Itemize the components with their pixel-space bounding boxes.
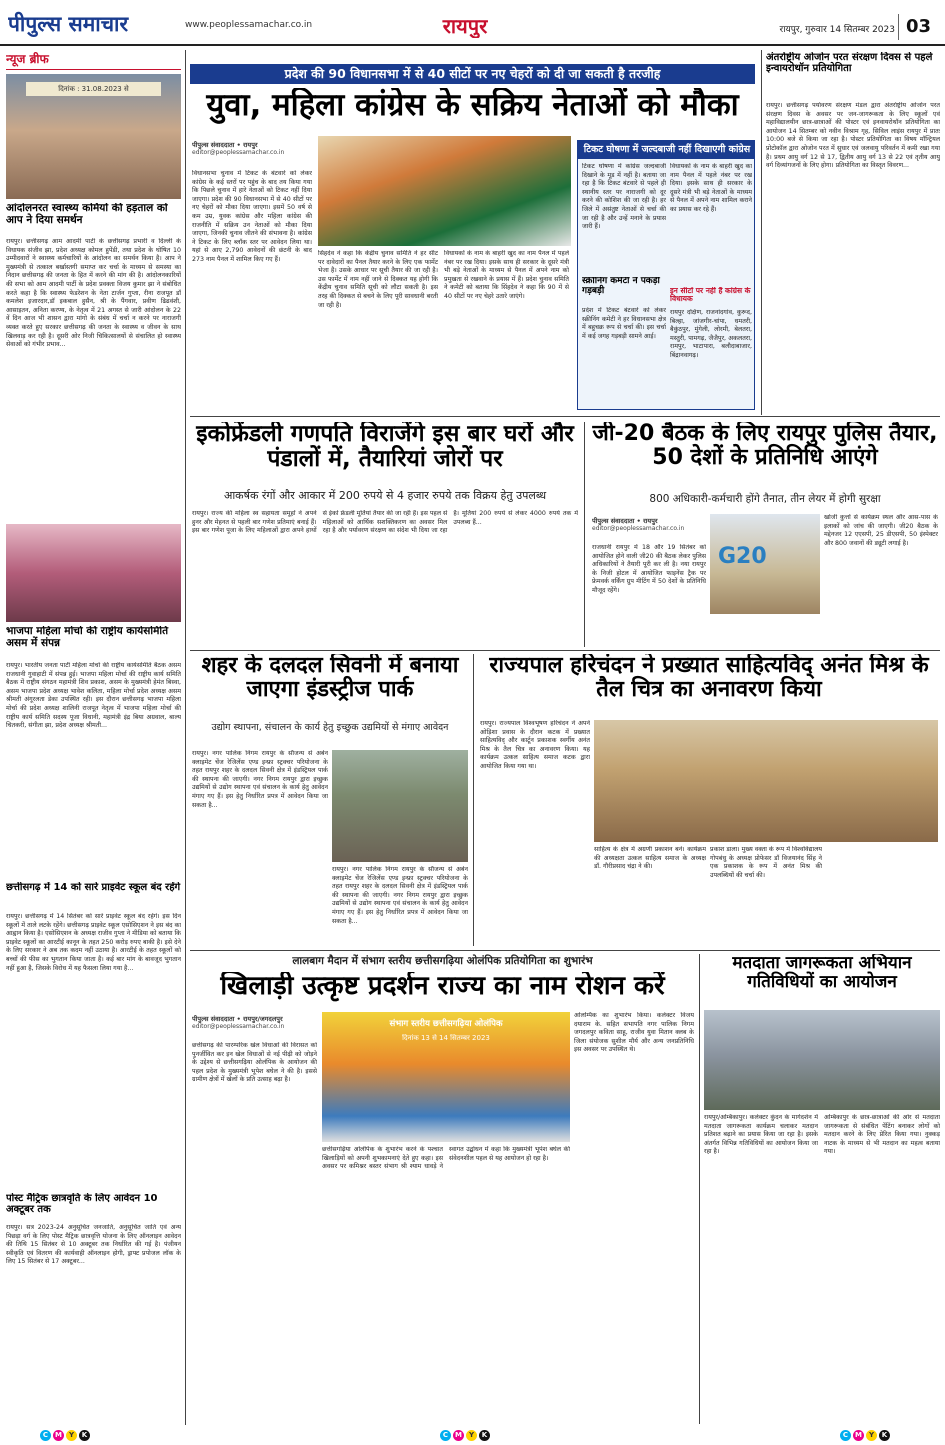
right-top-column (766, 52, 940, 412)
governor-headline: राज्यपाल हरिचंदन ने प्रख्यात साहित्यविद् अनंत मिश्र के तैल चित्र का अनावरण किया (489, 654, 929, 703)
olympic-banner-date: दिनांक 13 से 14 सितम्बर 2023 (402, 1034, 490, 1042)
a1-title: आंदोलनरत स्वास्थ्य कर्मियों की हड़ताल को आप ने दिया समर्थन (6, 203, 168, 226)
voting-body-1: रायपुर/अम्बिकापुर। कलेक्टर कुंदन के मार्गदर्शन में मतदाता जागरूकता कार्यक्रम चलाकर मतदान प्रतिशत बढ़ाने का प्रयास किया जा रहा है। इसके अंतर्गत विभिन्न गतिविधियों का आयोजन किया जा रहा है। (704, 1114, 818, 1156)
voting-photo (704, 1010, 940, 1110)
cmyk-m: M (53, 1430, 64, 1441)
cmyk-k-right: K (879, 1430, 890, 1441)
masthead (0, 0, 945, 46)
g20-body-1: राजधानी रायपुर में 18 और 19 सितंबर को आयोजित होने वाली जी20 की बैठक लेकर पुलिस अधिकारियों ने तैयारी पूरी कर ली है। नया रायपुर के निजी होटल में आयोजित फाइनेंस ट्रैक पर फ्रेमवर्क वर्किंग ग्रुप मीटिंग में 50 देशों के प्रतिनिधि मौजूद रहेंगे। (592, 544, 706, 594)
box-title: टिकट घोषणा में जल्दबाजी नहीं दिखाएगी कांग्रेस (578, 141, 755, 159)
top-headline: युवा, महिला कांग्रेस के सक्रिय नेताओं को मौका (206, 88, 739, 123)
g20-headline: जी-20 बैठक के लिए रायपुर पुलिस तैयार, 50 देशों के प्रतिनिधि आएंगे (592, 422, 938, 471)
congress-rally-photo (318, 136, 571, 246)
city-label: रायपुर (442, 14, 488, 38)
olympic-banner: संभाग स्तरीय छत्तीसगढ़िया ओलंपिक (389, 1019, 503, 1029)
cmyk-k: K (79, 1430, 90, 1441)
top-body-1: विधानसभा चुनाव में टिकट के बंटवारे को लेकर कांग्रेस के कई स्तरों पर पहुंच के बाद तय किया गया कि पिछले चुनाव में हारे नेताओं को टिकट नहीं दिया जाएगा। प्रदेश की 90 विधानसभा में से 40 सीटों पर नए चेहरों को मौका दिया जाएगा। इसमें 50 वर्ष से कम उम्र, युवक कांग्रेस और महिला कांग्रेस की राजनीति में सक्रिय उन नेताओं को मौका दिया जाएगा, जिनकी चुनाव जीतने की संभावना है। कांग्रेस ने टिकट के लिए ब्लॉक स्तर पर आवेदन लिया था। यहां से आए 2,790 आवेदनों की छंटनी के बाद 273 नाम पैनल में शामिल किए गए हैं। (192, 170, 312, 263)
olympic-body-1: छत्तीसगढ़ की पारम्परिक खेल विधाओं की विरासत को पुनर्जीवित कर इन खेल विधाओं से नई पीढ़ी को जोड़ने के उद्देश्य से छत्तीसगढ़िया ओलंपिक के आयोजन की पहल प्रदेश के मुख्यमंत्री भूपेश बघेल ने की है। इससे ग्रामीण क्षेत्रों में खेलों के प्रति उत्साह बढ़ा है। (192, 1042, 317, 1084)
cmyk-k-center: K (479, 1430, 490, 1441)
cmyk-m-center: M (453, 1430, 464, 1441)
cmyk-y-center: Y (466, 1430, 477, 1441)
olympic-kicker: लालबाग मैदान में संभाग स्तरीय छत्तीसगढ़िया ओलंपिक प्रतियोगिता का शुभारंभ (292, 955, 593, 967)
separator-2 (190, 650, 940, 651)
olympic-body-2: छत्तीसगढ़िया ओलंपिक के शुभारंभ करने के पश्चात खिलाड़ियों को अपनी शुभकामनाएं देते हुए कहा। इस अवसर पर कमिश्नर बस्तर संभाग श्री श्याम धावड़े ने स्वागत उद्बोधन में कहा कि मुख्यमंत्री भूपेश बघेल की संवेदनशील पहल से यह आयोजन हो रहा है। (322, 1146, 570, 1171)
a2-title: भाजपा महिला मोर्चा की राष्ट्रीय कार्यसमिति असम में संपन्न (6, 626, 169, 649)
box-body-3: विधायकों के नाम के बाहरी खुद का नाम पैनल में पहले नंबर पर रख दिया। इसके साथ ही सरकार के दूसरे मंत्री भी बड़े नेताओं के माध्यम से पैनल में अपने नाम शामिल कराने का प्रयास कर रहे हैं। (670, 163, 752, 213)
logo: पीपुल्स समाचार (8, 11, 129, 36)
top-dateline: रायपुर (243, 141, 258, 149)
olympic-body-3: ओलम्पिक का शुभारंभ किया। कलेक्टर विजय दयाराम के. सहित सभापति नगर पालिक निगम जगदलपुर कविता साहू, राजीव युवा मितान क्लब के जिला संयोजक सुशील मौर्य और अन्य जनप्रतिनिधि इस अवसर पर उपस्थित थे। (574, 1012, 694, 1054)
ganesh-body: रायपुर। राज्य की महिला स्व सहायता समूहों ने अपने हुनर और मेहनत से पहली बार गणेश प्रतिमाएं बनाई हैं। इस बार गणेश पूजा के लिए महिलाओं द्वारा अपने हाथों से ईको फ्रेंडली मूर्तियां तैयार की जा रही हैं। इस पहल से महिलाओं को आर्थिक सशक्तिकरण का अवसर मिल रहा है और पर्यावरण संरक्षण का संदेश भी दिया जा रहा है। मूर्तियां 200 रुपये से लेकर 4000 रुपये तक में उपलब्ध हैं... (192, 510, 578, 535)
g20-sub: 800 अधिकारी-कर्मचारी होंगे तैनात, तीन लेयर में होगी सुरक्षा (649, 493, 881, 505)
cmyk-y: Y (66, 1430, 77, 1441)
cmyk-marks-center (440, 1430, 490, 1441)
industry-park-photo (332, 750, 468, 862)
left-column (6, 50, 181, 1430)
g20-dateline: रायपुर (643, 517, 658, 525)
separator-ganesh-g20 (584, 422, 585, 647)
ganesh-headline: इकोफ्रेंडली गणपति विराजेंगे इस बार घरों और पंडालों में, तैयारियां जोरों पर (196, 422, 574, 473)
cmyk-m-right: M (853, 1430, 864, 1441)
olympic-headline: खिलाड़ी उत्कृष्ट प्रदर्शन राज्य का नाम रोशन करें (220, 972, 665, 1001)
congress-ticket-box (577, 140, 755, 410)
page-number: 03 (898, 14, 938, 40)
a4-title: पोस्ट मैट्रिक छात्रवृति के लिए आवेदन 10 अक्टूबर तक (6, 1193, 158, 1215)
governor-body-1: रायपुर। राज्यपाल विश्वभूषण हरिचंदन ने अपने ओड़िशा प्रवास के दौरान कटक में प्रख्यात साहित्यविद् और कार्टून प्रकाशक स्वर्गीय अनंत मिश्र के तैल चित्र का अनावरण किया। यह कार्यक्रम उत्कल साहित्य समाज कटक द्वारा आयोजित किया गया था। (480, 720, 590, 770)
voting-headline: मतदाता जागरूकता अभियान गतिविधियों का आयोजन (732, 954, 912, 992)
olympic-email: editor@peoplessamachar.co.in (192, 1023, 285, 1030)
left-column-rule (185, 50, 186, 1425)
issue-date: रायपुर, गुरुवार 14 सितम्बर 2023 (779, 25, 895, 35)
cmyk-c-center: C (440, 1430, 451, 1441)
sivni-sub: उद्योग स्थापना, संचालन के कार्य हेतु इच्छुक उद्यमियों से मंगाए आवेदन (211, 722, 449, 733)
olympic-byline: पीपुल्स संवाददाता • रायपुर/जगदलपुर (192, 1015, 283, 1023)
box-body-1: टिकट घोषणा में कांग्रेस जल्दबाजी दिखाने के मूड में नहीं है। बताया जा रहा है कि टिकट बंटवारे से पहले ही स्थानीय स्तर पर नाराजगी को दूर करने की कोशिश की जा रही है। हर जिले में असंतुष्ट नेताओं से चर्चा की जा रही है और उन्हें मनाने के प्रयास जारी हैं। (582, 163, 666, 231)
a4-body: रायपुर। सत्र 2023-24 अनुसूचित जनजाति, अनुसूचित जाति एवं अन्य पिछड़ा वर्ग के लिए पोस्ट मैट्रिक छात्रवृत्ति योजना के लिए ऑनलाइन आवेदन की तिथि 15 सितंबर से 10 अक्टूबर तक निर्धारित की गई है। पंजीयन स्वीकृति एवं वितरण की कार्यवाही ऑनलाइन होगी, ड्राफ्ट प्रपोजल लॉक के लिए 15 सितंबर से 17 अक्टूबर... (6, 1224, 181, 1266)
separator-3 (190, 950, 940, 951)
governor-body-2: साहित्य के क्षेत्र में अग्रणी प्रकाशन बने। कार्यक्रम की अध्यक्षता उत्कल साहित्य समाज के अध्यक्ष डॉ. गौरीप्रसाद चंद्रा ने की। (594, 846, 706, 871)
news-brief-label: न्यूज ब्रीफ (6, 50, 181, 70)
cmyk-c: C (40, 1430, 51, 1441)
olympic-byline-block (192, 1014, 317, 1038)
olympic-photo (322, 1012, 570, 1142)
cmyk-marks-right (840, 1430, 890, 1441)
ozone-title: अंतर्राष्ट्रीय ओजोन परत संरक्षण दिवस से पहले इन्वायरोथॉन प्रतियोगिता (766, 52, 933, 74)
cmyk-marks-left (40, 1430, 90, 1441)
g20-photo (710, 514, 820, 614)
g20-byline-block (592, 516, 707, 540)
top-email: editor@peoplessamachar.co.in (192, 149, 285, 156)
strike-photo (6, 74, 181, 199)
a3-title: छत्तीसगढ़ में 14 को सारे प्राइवेट स्कूल बंद रहेंगे (6, 882, 181, 893)
sivni-headline: शहर के दलदल सिवनी में बनाया जाएगा इंडस्ट्रीज पार्क (201, 654, 459, 703)
top-byline: पीपुल्स संवाददाता • रायपुर (192, 141, 258, 149)
g20-logo-text: G20 (718, 544, 767, 569)
top-kicker: प्रदेश की 90 विधानसभा में से 40 सीटों पर नए चेहरों को दी जा सकती है तरजीह (190, 64, 755, 84)
governor-body-3: प्रकाश डाला। मुख्य वक्ता के रूप में विश्वविद्यालय गोपबंधु के अध्यक्ष प्रोफेसर डॉ विजयानंद सिंह ने एक प्रकाशक के रूप में अनंत मिश्र की उपलब्धियों की चर्चा की। (710, 846, 822, 879)
a2-body: रायपुर। भारतीय जनता पार्टी महिला मोर्चा की राष्ट्रीय कार्यसमिति बैठक असम राजधानी गुवाहाटी में संपन्न हुई। भाजपा महिला मोर्चा की राष्ट्रीय कार्य समिति बैठक में राष्ट्रीय संगठन महामंत्री शिव प्रकाश, असम के मुख्यमंत्री हेमंत बिस्वा, असम भाजपा प्रदेश अध्यक्ष भावेश कलिता, महिला मोर्चा प्रदेश अध्यक्ष असम श्रीमती अंगूरलता डेका उपस्थित रही। इस दौरान छत्तीसगढ़ भाजपा महिला मोर्चा की प्रदेश अध्यक्ष शालिनी राजपूत नेतृत्व में भाजपा महिला मोर्चा की राष्ट्रीय कार्य समिति सदस्य पूजा विधानी, महामंत्री इंद्र बिया अग्रवाल, बाल्य चितकरी, संगीता झा, प्रदेश अध्यक्ष श्रीमती... (6, 662, 181, 730)
separator-olympic-voting (699, 954, 700, 1424)
photo-banner: दिनांक : 31.08.2023 से (26, 82, 161, 96)
right-column-rule (761, 50, 762, 415)
sivni-body-2: रायपुर। नगर पालिक निगम रायपुर के सौजन्य से अर्बन क्लाइमेट चेंज रेजिलेंस एण्ड इन्फ्रा स्ट्रक्चर परियोजना के तहत रायपुर शहर के दलदल सिवनी क्षेत्र में इंडस्ट्रियल पार्क की स्थापना की जाएगी। नगर निगम रायपुर द्वारा इच्छुक उद्यमियों से उद्योग स्थापना एवं संचालन के कार्य हेतु आवेदन मंगाए गए हैं। इस हेतु निर्धारित प्रपत्र में आवेदन किया जा सकता है... (332, 866, 468, 925)
olympic-dateline: रायपुर/जगदलपुर (243, 1015, 283, 1023)
g20-byline: पीपुल्स संवाददाता • रायपुर (592, 517, 658, 525)
g20-body-2: खोजी कुत्तों से कार्यक्रम स्थल और आस-पास के इलाकों को जांच की जाएगी। जी20 बैठक के मद्देनजर 12 एएसपी, 25 डीएसपी, 50 इंस्पेक्टर और 800 जवानों की ड्यूटी लगाई है। (824, 514, 938, 547)
separator-1 (190, 416, 940, 417)
bjp-women-photo (6, 524, 181, 622)
separator-sivni-gov (473, 654, 474, 946)
top-body-3: विधायकों के नाम के बाहरी खुद का नाम पैनल में पहले नंबर पर रख दिया। इसके साथ ही सरकार के दूसरे मंत्री भी बड़े नेताओं के माध्यम से पैनल में अपने नाम को प्रमुखता से रखवाने के प्रयास में हैं। प्रदेश चुनाव समिति ने कमेटी को बताया कि सिंहदेव ने कहा कि 90 में से 40 सीटों पर नए चेहरे उतारे जाएंगे। (444, 250, 569, 300)
site-url: www.peoplessamachar.co.in (185, 20, 313, 30)
box-body-4: रायपुर दक्षिण, राजनांदगांव, कुरूद, बिल्हा, जांजगीर-चांपा, धमतरी, बैकुंठपुर, मुंगेली, लोरमी, बेलतरा, मस्तुरी, पामगढ़, जैजैपुर, अकलतरा, रामपुर, भाटापारा, बलौदाबाजार, बिंद्रानवागढ़। (670, 309, 752, 359)
cmyk-c-right: C (840, 1430, 851, 1441)
ozone-body: रायपुर। छत्तीसगढ़ पर्यावरण संरक्षण मंडल द्वारा अंतर्राष्ट्रीय ओजोन परत संरक्षण दिवस के अवसर पर जन-जागरूकता के लिए स्कूलों एवं महाविद्यालयीन छात्र-छात्राओं की पोस्टर एवं इनवायरोथॉन प्रतियोगिता का आयोजन 14 सितम्बर को नवीन विश्राम गृह, सिविल लाइंस रायपुर में प्रातः 10:00 बजे से किया जा रहा है। पोस्टर प्रतियोगिता का विषय मॉन्ट्रियल प्रोटोकॉल द्वारा ओजोन परत में सुधार एवं जलवायु परिवर्तन में कमी रखा गया है। प्रथम आयु वर्ग 12 से 17, द्वितीय आयु वर्ग 13 से 22 एवं तृतीय आयु वर्ग दिव्यांगजनों के लिए होगा। प्रतियोगिता का विस्तृत विवरण... (766, 102, 940, 170)
governor-photo (594, 720, 938, 842)
box-body-2: प्रदेश में टिकट बंटवारे को लेकर स्क्रीनिंग कमेटी ने हर विधानसभा क्षेत्र में बहुचक्र रूप से चर्चा की। इस चर्चा में कई जगह गड़बड़ी सामने आई। (582, 307, 666, 340)
top-byline-block (192, 140, 312, 166)
a3-body: रायपुर। छत्तीसगढ़ में 14 सितंबर को सारे प्राइवेट स्कूल बंद रहेंगे। इस दिन स्कूलों में ताले लटके रहेंगे। छत्तीसगढ़ प्राइवेट स्कूल एसोसिएशन ने इस बंद का आह्वान किया है। एसोसिएशन के अध्यक्ष राजीव गुप्ता ने मीडिया को बताया कि प्राइवेट स्कूलों का आरटीई कानून के तहत 250 करोड़ रुपए बाकी है। इसे देने के लिए सरकार ने अब तक कदम नहीं उठाया है। आरटीई के तहत स्कूलों को बच्चों की फीस का भुगतान किया जाता है। कई बार मांग के बावजूद भुगतान नहीं हुआ है, जिसके विरोध में यह फैसला लिया गया है... (6, 913, 181, 972)
g20-email: editor@peoplessamachar.co.in (592, 525, 685, 532)
top-body-2: सिंहदेव ने कहा कि केंद्रीय चुनाव समिति ने हर सीट पर दावेदारों का पैनल तैयार करने के लिए एक फार्मेट भेजा है। उसके आधार पर सूची तैयार की जा रही है। उस फार्मेट में नाम नहीं जाने से दिक्कत यह होगी कि केंद्रीय चुनाव समिति सूची को लौटा सकती है। इस तरह की दिक्कत से बचने के लिए पूरी सावधानी बरती जा रही है। (318, 250, 438, 309)
sivni-body-1: रायपुर। नगर पालिक निगम रायपुर के सौजन्य से अर्बन क्लाइमेट चेंज रेजिलेंस एण्ड इन्फ्रा स्ट्रक्चर परियोजना के तहत रायपुर शहर के दलदल सिवनी क्षेत्र में इंडस्ट्रियल पार्क की स्थापना की जाएगी। नगर निगम रायपुर द्वारा इच्छुक उद्यमियों से उद्योग स्थापना एवं संचालन के कार्य हेतु आवेदन मंगाए गए हैं। इस हेतु निर्धारित प्रपत्र में आवेदन किया जा सकता है... (192, 750, 328, 809)
cmyk-y-right: Y (866, 1430, 877, 1441)
box-sub-2: इन सीटों पर नहीं हैं कांग्रेस के विधायक (670, 287, 751, 304)
ganesh-sub: आकर्षक रंगों और आकार में 200 रुपये से 4 हजार रुपये तक विक्रय हेतु उपलब्ध (223, 489, 547, 502)
a1-body: रायपुर। छत्तीसगढ़ आम आदमी पार्टी के छत्तीसगढ़ प्रभारी व दिल्ली के विधायक संजीव झा, प्रदेश अध्यक्ष कोमल हुपेंडी, तथा प्रदेश के घोषित 10 उम्मीदवारों ने स्वास्थ्य कर्मचारियों के आंदोलन का समर्थन किया है। आप ने मुख्यमंत्री से तत्काल बर्खास्तगी समाप्त कर चर्चा के माध्यम से समस्या का निदान छत्तीसगढ़ की जनता के हित में करने की मांग की है। आंदोलनकारियों की सभा को आम आदमी पार्टी के प्रदेश प्रवक्ता विजय कुमार झा ने संबोधित करते कहा है कि स्वास्थ्य फेडरेशन के नेता टार्जन गुप्ता, रीना राजपूत डॉ कमलेश इजारदार,डॉ इकबाल हुसैन, श्री के पैंगवार, प्रवीण ढिढवंशी, आसाइतन, अनिता करण्य, के नेतृत्व में 21 अगस्त से जारी आंदोलन के 22 वें दिन आज भी शासन द्वारा मांगो के संबंध में चर्चा न करने पर नाराजगी व्यक्त करते हुए सरकार छत्तीसगढ़ की जनता के स्वास्थ्य व जीवन के साथ खिलवाड़ कर रही है। दूसरी ओर निजी चिकित्सालयों से संचालित हो स्वास्थ्य सेवाओं को गंभीर प्रभाव... (6, 238, 181, 349)
box-sub: स्क्रीनिंग कमेटी ने पकड़ी गड़बड़ी (582, 277, 660, 296)
voting-body-2: अम्बिकापुर के छात्र-छात्राओं की ओर से मतदाता जागरूकता से संबंधित पेंटिंग बनाकर लोगों को मतदान करने के लिए प्रेरित किया गया। नुक्कड़ नाटक के माध्यम से भी मतदान का महत्व बताया गया। (824, 1114, 940, 1156)
